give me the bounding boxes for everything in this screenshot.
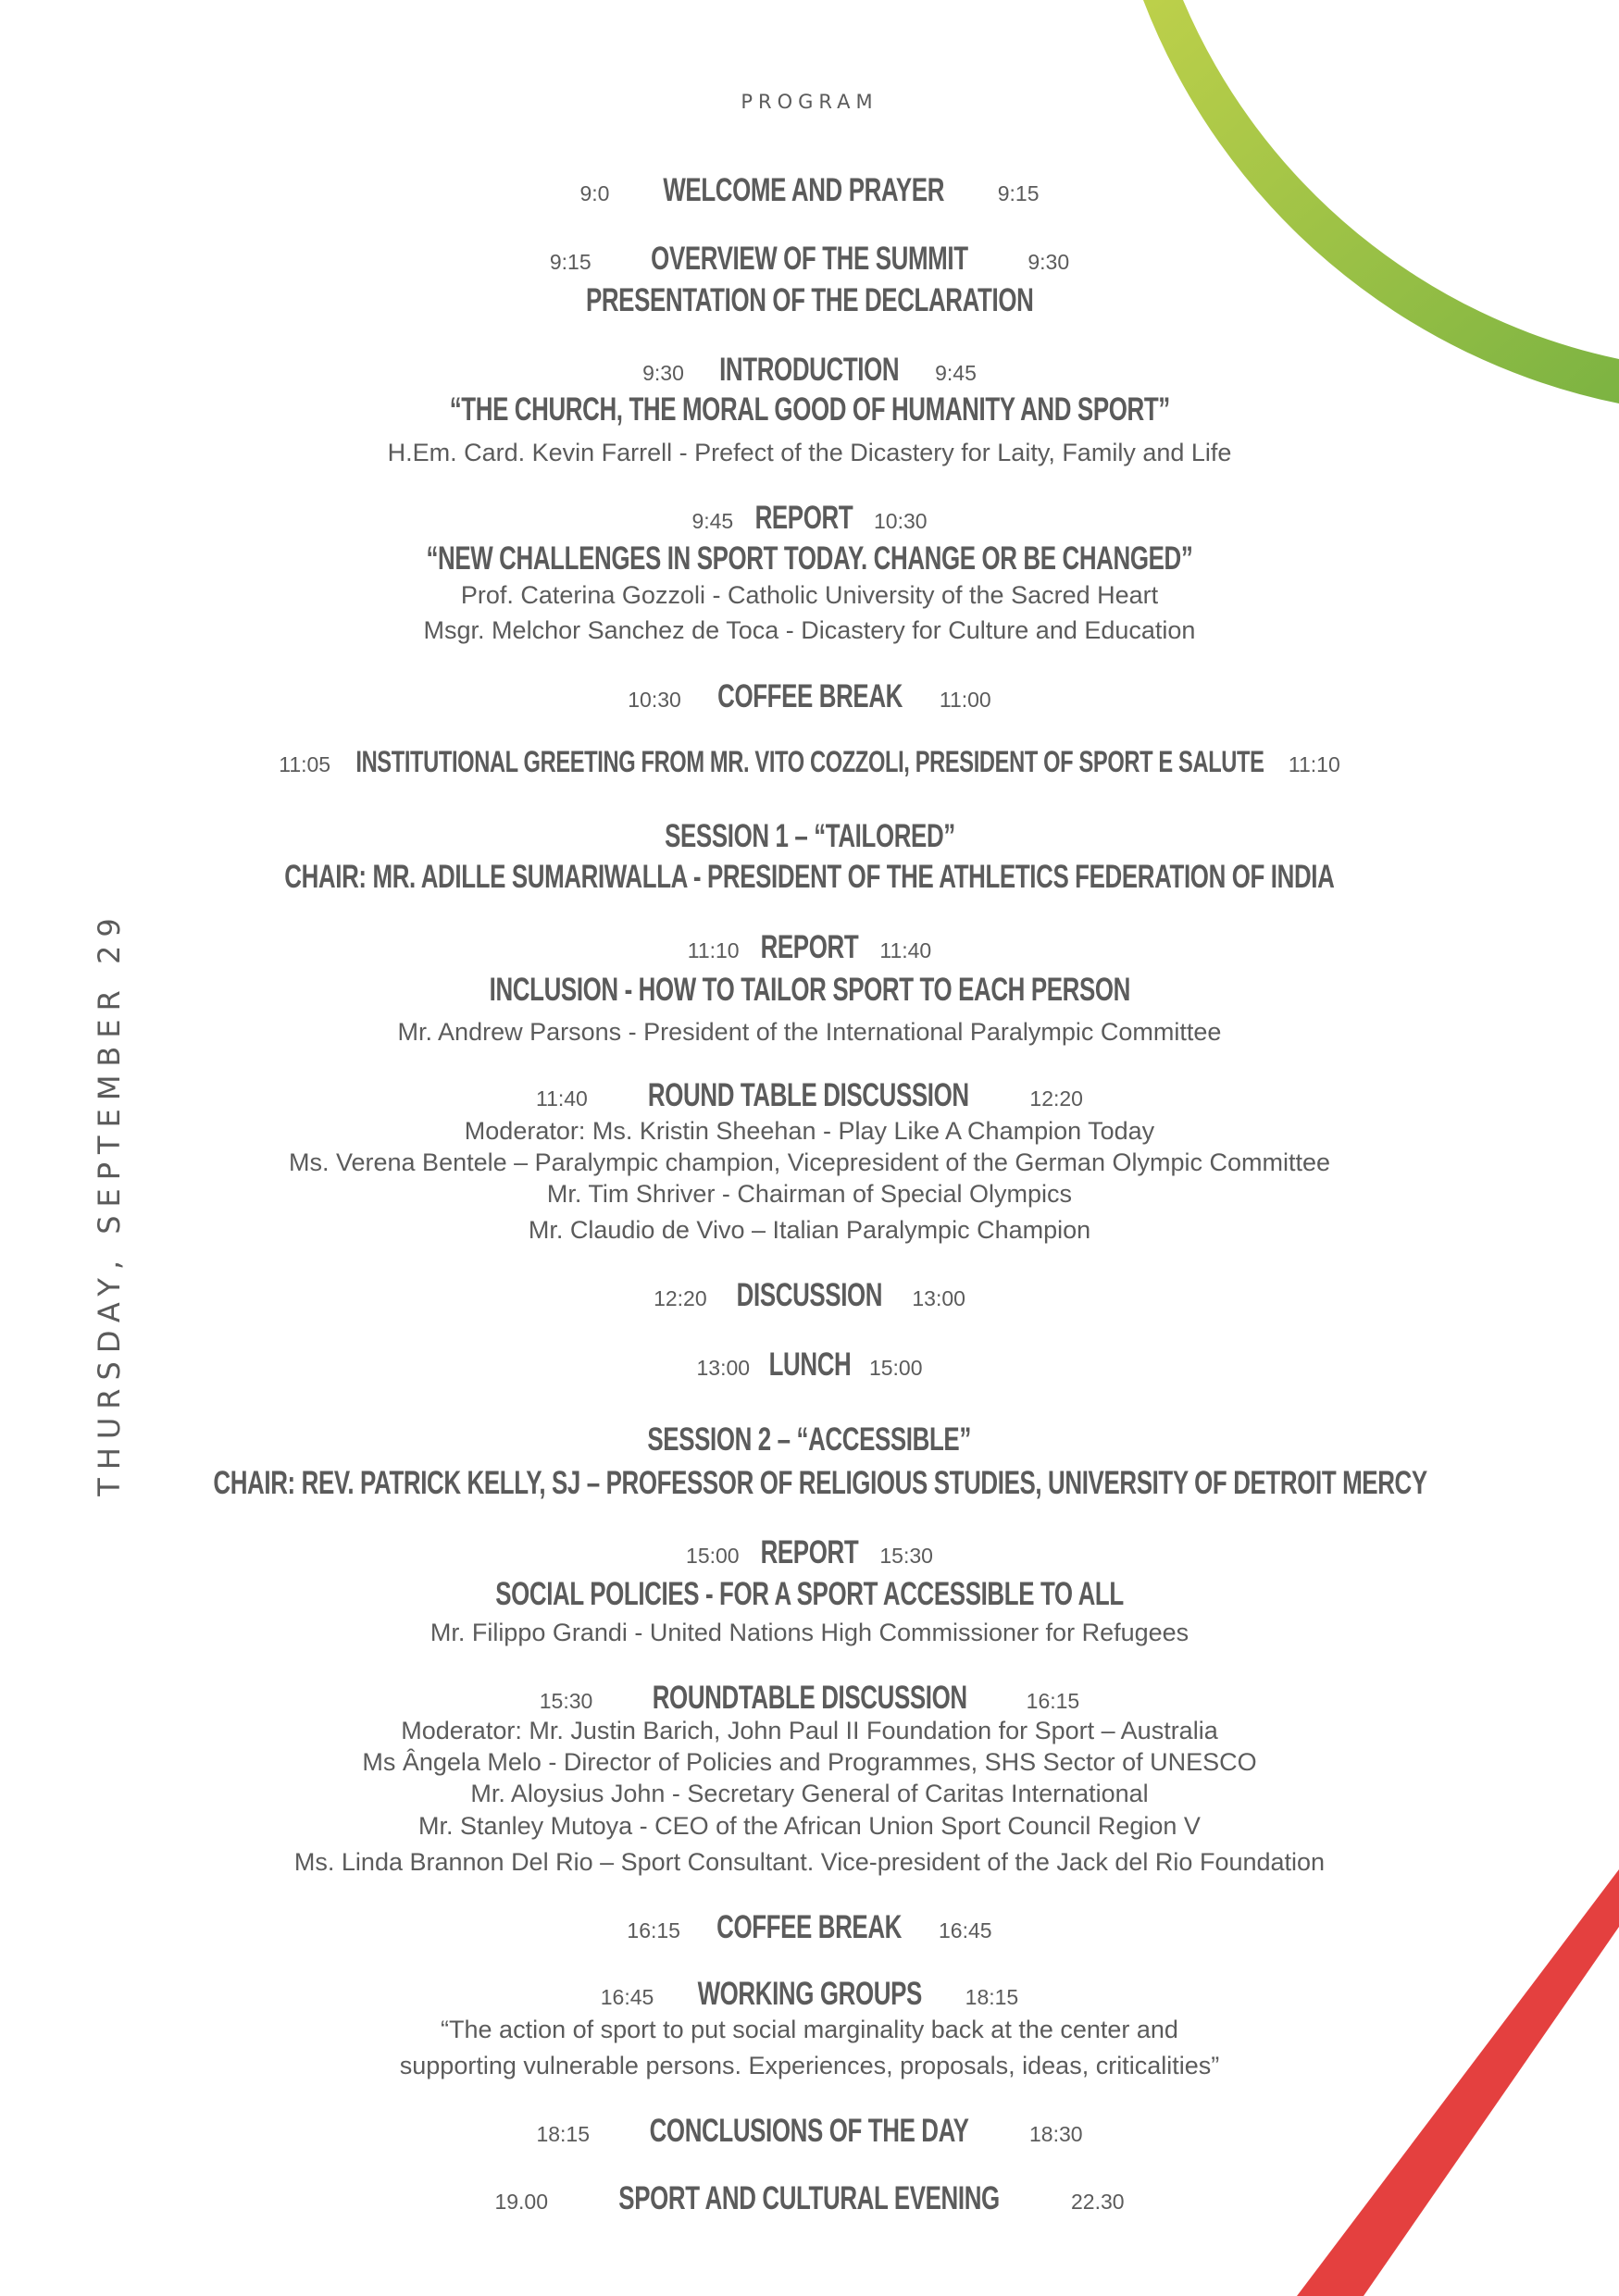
speaker-line: Mr. Filippo Grandi - United Nations High Commissioner for Refugees (430, 1619, 1189, 1646)
speaker-line: Ms Ângela Melo - Director of Policies and Programmes, SHS Sector of UNESCO (362, 1748, 1257, 1776)
event-subtitle: “NEW CHALLENGES IN SPORT TODAY. CHANGE OR BE CHANGED” (426, 540, 1193, 577)
start-time: 12:20 (654, 1286, 707, 1310)
speaker-line: “The action of sport to put social marginality back at the center and (441, 2016, 1178, 2043)
event-title: ROUNDTABLE DISCUSSION (652, 1680, 967, 1716)
report2-subtitle-row (0, 972, 1619, 1009)
start-time: 9:15 (549, 250, 592, 274)
event-title: WORKING GROUPS (697, 1976, 922, 2012)
end-time: 10:30 (873, 509, 928, 533)
speaker-line: Msgr. Melchor Sanchez de Toca - Dicastery for Culture and Education (423, 616, 1196, 644)
event-subtitle: “THE CHURCH, THE MORAL GOOD OF HUMANITY AND SPORT” (449, 391, 1170, 428)
session2-chair-row (0, 1465, 1619, 1502)
start-time: 16:45 (600, 1985, 654, 2009)
end-time: 12:20 (1029, 1086, 1083, 1111)
sidebar-date: THURSDAY, SEPTEMBER 29 (92, 910, 127, 1496)
event-subtitle: SOCIAL POLICIES - FOR A SPORT ACCESSIBLE TO ALL (495, 1576, 1124, 1612)
discussion-row (0, 1277, 1619, 1314)
lunch-row (0, 1347, 1619, 1384)
event-title: INTRODUCTION (719, 352, 900, 388)
end-time: 15:00 (868, 1356, 923, 1380)
end-time: 9:30 (1027, 250, 1070, 274)
event-title: COFFEE BREAK (717, 678, 903, 714)
speaker-line: Prof. Caterina Gozzoli - Catholic University of the Sacred Heart (460, 581, 1159, 609)
event-title: WELCOME AND PRAYER (663, 172, 944, 208)
event-title: CONCLUSIONS OF THE DAY (650, 2113, 969, 2149)
end-time: 16:15 (1026, 1689, 1080, 1713)
session1-chair-row (0, 859, 1619, 896)
speaker-line: H.Em. Card. Kevin Farrell - Prefect of the Dicastery for Laity, Family and Life (387, 439, 1232, 466)
start-time: 18:15 (536, 2122, 590, 2146)
speaker-line: supporting vulnerable persons. Experiences, proposals, ideas, criticalities” (399, 2052, 1220, 2079)
start-time: 11:10 (687, 938, 740, 962)
speaker-line: Ms. Linda Brannon Del Rio – Sport Consultant. Vice-president of the Jack del Rio Foundation (293, 1848, 1326, 1876)
start-time: 9:45 (691, 509, 734, 533)
speaker-line: Mr. Aloysius John - Secretary General of Caritas International (470, 1780, 1149, 1807)
report1-row (0, 500, 1619, 537)
end-time: 18:15 (965, 1985, 1019, 2009)
event-title: LUNCH (768, 1347, 851, 1383)
session-chair: CHAIR: MR. ADILLE SUMARIWALLA - PRESIDENT OF THE ATHLETICS FEDERATION OF INDIA (284, 859, 1335, 895)
event-title: OVERVIEW OF THE SUMMIT (651, 241, 968, 277)
event-title: REPORT (760, 929, 859, 965)
report2-row (0, 929, 1619, 966)
end-time: 18:30 (1029, 2122, 1083, 2146)
overview-subtitle-row (0, 282, 1619, 319)
start-time: 11:05 (279, 752, 331, 776)
evening-row (0, 2180, 1619, 2217)
introduction-row (0, 352, 1619, 389)
end-time: 22.30 (1071, 2190, 1125, 2214)
roundtable2-row (0, 1680, 1619, 1717)
event-title: ROUND TABLE DISCUSSION (648, 1077, 970, 1113)
session-title: SESSION 1 – “TAILORED” (664, 818, 955, 854)
working-row (0, 1976, 1619, 2013)
speaker-line: Mr. Tim Shriver - Chairman of Special Olympics (546, 1180, 1073, 1208)
event-title: SPORT AND CULTURAL EVENING (618, 2180, 1001, 2216)
speaker-line: Mr. Claudio de Vivo – Italian Paralympic Champion (528, 1216, 1091, 1244)
event-title: COFFEE BREAK (716, 1909, 903, 1945)
start-time: 19.00 (494, 2190, 548, 2214)
end-time: 9:45 (935, 361, 977, 385)
event-title: REPORT (754, 500, 853, 536)
roundtable1-row (0, 1077, 1619, 1114)
start-time: 11:40 (536, 1086, 588, 1111)
start-time: 9:0 (579, 181, 610, 205)
speaker-line: Mr. Andrew Parsons - President of the International Paralympic Committee (397, 1018, 1222, 1046)
report3-row (0, 1534, 1619, 1571)
start-time: 16:15 (627, 1918, 680, 1942)
welcome-row (0, 172, 1619, 209)
speaker-line: Moderator: Ms. Kristin Sheehan - Play Like A Champion Today (464, 1117, 1155, 1145)
speaker-line: Ms. Verena Bentele – Paralympic champion, Vicepresident of the German Olympic Committee (288, 1148, 1330, 1176)
event-subtitle: INCLUSION - HOW TO TAILOR SPORT TO EACH PERSON (489, 972, 1130, 1008)
introduction-subtitle-row (0, 391, 1619, 428)
greeting-row (0, 745, 1619, 779)
session1-title-row (0, 818, 1619, 855)
end-time: 11:10 (1288, 752, 1340, 776)
start-time: 13:00 (696, 1356, 751, 1380)
speaker-line: Moderator: Mr. Justin Barich, John Paul II Foundation for Sport – Australia (401, 1717, 1218, 1744)
event-title: INSTITUTIONAL GREETING FROM MR. VITO COZZOLI, PRESIDENT OF SPORT E SALUTE (355, 745, 1264, 778)
end-time: 16:45 (939, 1918, 992, 1942)
start-time: 9:30 (642, 361, 684, 385)
conclusions-row (0, 2113, 1619, 2150)
end-time: 13:00 (912, 1286, 965, 1310)
session2-title-row (0, 1421, 1619, 1458)
report3-subtitle-row (0, 1576, 1619, 1613)
session-title: SESSION 2 – “ACCESSIBLE” (647, 1421, 972, 1458)
coffee1-row (0, 678, 1619, 715)
event-title: REPORT (760, 1534, 859, 1570)
start-time: 15:00 (686, 1544, 740, 1568)
start-time: 10:30 (628, 688, 681, 712)
overview-row (0, 241, 1619, 278)
program-header: PROGRAM (741, 91, 878, 113)
event-subtitle: PRESENTATION OF THE DECLARATION (585, 282, 1034, 318)
speaker-line: Mr. Stanley Mutoya - CEO of the African Union Sport Council Region V (418, 1812, 1201, 1840)
session-chair: CHAIR: REV. PATRICK KELLY, SJ – PROFESSOR OF RELIGIOUS STUDIES, UNIVERSITY OF DETROIT MERCY (213, 1465, 1427, 1501)
end-time: 11:00 (939, 688, 991, 712)
event-title: DISCUSSION (736, 1277, 883, 1313)
end-time: 11:40 (879, 938, 932, 962)
start-time: 15:30 (539, 1689, 593, 1713)
end-time: 9:15 (997, 181, 1040, 205)
coffee2-row (0, 1909, 1619, 1946)
end-time: 15:30 (879, 1544, 933, 1568)
report1-subtitle-row (0, 540, 1619, 577)
